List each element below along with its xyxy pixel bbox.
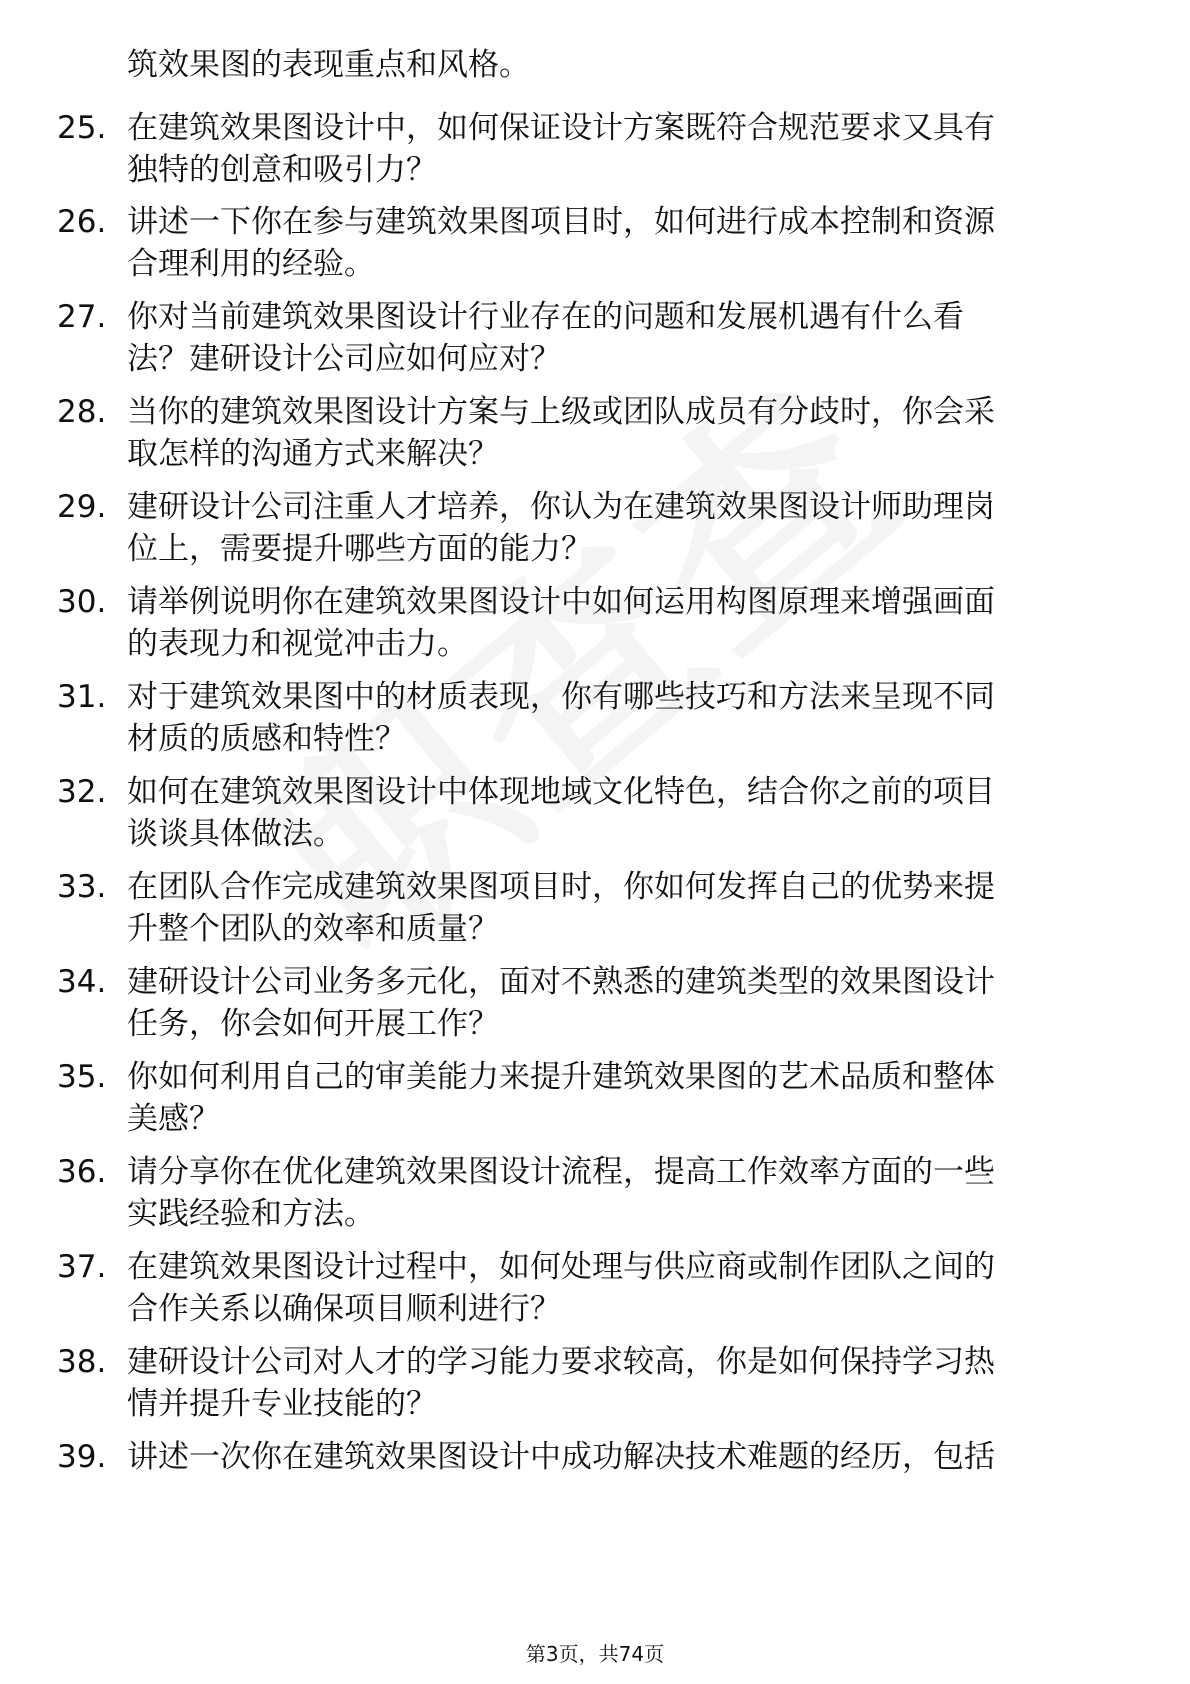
item-text: 请分享你在优化建筑效果图设计流程，提高工作效率方面的一些 bbox=[127, 1154, 995, 1190]
item-number: 37. bbox=[57, 1249, 107, 1285]
item-text: 独特的创意和吸引力？ bbox=[127, 152, 437, 188]
item-number: 34. bbox=[57, 964, 107, 1000]
item-text: 建研设计公司业务多元化，面对不熟悉的建筑类型的效果图设计 bbox=[127, 964, 995, 1000]
item-number: 26. bbox=[57, 204, 107, 240]
item-text: 任务，你会如何开展工作？ bbox=[127, 1006, 499, 1042]
item-text: 位上，需要提升哪些方面的能力？ bbox=[127, 531, 592, 567]
item-text: 请举例说明你在建筑效果图设计中如何运用构图原理来增强画面 bbox=[127, 584, 995, 620]
item-number: 29. bbox=[57, 489, 107, 525]
item-text: 取怎样的沟通方式来解决？ bbox=[127, 436, 499, 472]
item-text: 的表现力和视觉冲击力。 bbox=[127, 626, 468, 662]
item-text: 讲述一下你在参与建筑效果图项目时，如何进行成本控制和资源 bbox=[127, 204, 995, 240]
item-text: 你如何利用自己的审美能力来提升建筑效果图的艺术品质和整体 bbox=[127, 1059, 995, 1095]
item-text: 建研设计公司对人才的学习能力要求较高，你是如何保持学习热 bbox=[127, 1344, 995, 1380]
item-text: 合理利用的经验。 bbox=[127, 246, 375, 282]
item-text: 在建筑效果图设计过程中，如何处理与供应商或制作团队之间的 bbox=[127, 1249, 995, 1285]
item-text: 合作关系以确保项目顺利进行？ bbox=[127, 1291, 561, 1327]
item-text: 如何在建筑效果图设计中体现地域文化特色，结合你之前的项目 bbox=[127, 774, 995, 810]
item-text: 建研设计公司注重人才培养，你认为在建筑效果图设计师助理岗 bbox=[127, 489, 995, 525]
item-number: 33. bbox=[57, 869, 107, 905]
item-text: 升整个团队的效率和质量？ bbox=[127, 911, 499, 947]
item-number: 36. bbox=[57, 1154, 107, 1190]
item-number: 35. bbox=[57, 1059, 107, 1095]
item-text: 你对当前建筑效果图设计行业存在的问题和发展机遇有什么看 bbox=[127, 299, 964, 335]
item-number: 38. bbox=[57, 1344, 107, 1380]
item-text: 在团队合作完成建筑效果图项目时，你如何发挥自己的优势来提 bbox=[127, 869, 995, 905]
continuation-text: 筑效果图的表现重点和风格。 bbox=[127, 47, 530, 83]
item-number: 28. bbox=[57, 394, 107, 430]
item-text: 美感？ bbox=[127, 1101, 220, 1137]
item-text: 法？建研设计公司应如何应对？ bbox=[127, 341, 561, 377]
item-text: 情并提升专业技能的？ bbox=[127, 1386, 437, 1422]
item-number: 25. bbox=[57, 110, 107, 146]
item-text: 讲述一次你在建筑效果图设计中成功解决技术难题的经历，包括 bbox=[127, 1439, 995, 1475]
item-number: 39. bbox=[57, 1439, 107, 1475]
item-number: 27. bbox=[57, 299, 107, 335]
item-text: 在建筑效果图设计中，如何保证设计方案既符合规范要求又具有 bbox=[127, 110, 995, 146]
item-number: 32. bbox=[57, 774, 107, 810]
item-number: 30. bbox=[57, 584, 107, 620]
item-text: 材质的质感和特性？ bbox=[127, 721, 406, 757]
page-footer: 第3页，共74页 bbox=[525, 1642, 665, 1666]
item-text: 谈谈具体做法。 bbox=[127, 816, 344, 852]
item-text: 当你的建筑效果图设计方案与上级或团队成员有分歧时，你会采 bbox=[127, 394, 995, 430]
item-text: 对于建筑效果图中的材质表现，你有哪些技巧和方法来呈现不同 bbox=[127, 679, 995, 715]
item-number: 31. bbox=[57, 679, 107, 715]
item-text: 实践经验和方法。 bbox=[127, 1196, 375, 1232]
